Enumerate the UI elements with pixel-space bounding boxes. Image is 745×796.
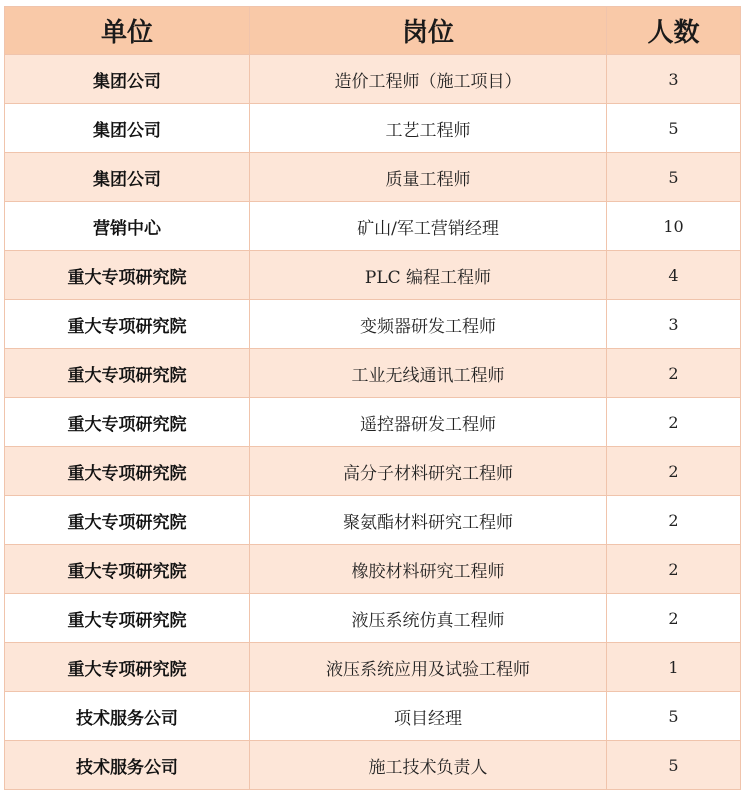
position-cell: 矿山/军工营销经理 bbox=[250, 202, 607, 251]
unit-cell: 重大专项研究院 bbox=[5, 447, 250, 496]
position-cell: 高分子材料研究工程师 bbox=[250, 447, 607, 496]
count-cell: 5 bbox=[607, 692, 741, 741]
unit-cell: 营销中心 bbox=[5, 202, 250, 251]
header-row bbox=[5, 7, 741, 55]
header-position: 岗位 bbox=[250, 7, 607, 55]
table-row bbox=[5, 643, 741, 692]
position-cell: 液压系统应用及试验工程师 bbox=[250, 643, 607, 692]
count-cell: 4 bbox=[607, 251, 741, 300]
table-row bbox=[5, 594, 741, 643]
table-row bbox=[5, 251, 741, 300]
position-cell: 遥控器研发工程师 bbox=[250, 398, 607, 447]
recruitment-table bbox=[4, 6, 741, 790]
unit-cell: 重大专项研究院 bbox=[5, 643, 250, 692]
table-row bbox=[5, 741, 741, 790]
unit-cell: 重大专项研究院 bbox=[5, 594, 250, 643]
header-unit: 单位 bbox=[5, 7, 250, 55]
position-cell: 液压系统仿真工程师 bbox=[250, 594, 607, 643]
table-row bbox=[5, 692, 741, 741]
position-cell: PLC 编程工程师 bbox=[250, 251, 607, 300]
unit-cell: 重大专项研究院 bbox=[5, 496, 250, 545]
count-cell: 3 bbox=[607, 55, 741, 104]
count-cell: 2 bbox=[607, 349, 741, 398]
unit-cell: 集团公司 bbox=[5, 153, 250, 202]
table-row bbox=[5, 55, 741, 104]
count-cell: 2 bbox=[607, 447, 741, 496]
count-cell: 5 bbox=[607, 741, 741, 790]
count-cell: 5 bbox=[607, 104, 741, 153]
table-row bbox=[5, 104, 741, 153]
position-cell: 变频器研发工程师 bbox=[250, 300, 607, 349]
unit-cell: 重大专项研究院 bbox=[5, 398, 250, 447]
table-row bbox=[5, 300, 741, 349]
table-header bbox=[5, 7, 741, 55]
table-row bbox=[5, 398, 741, 447]
unit-cell: 重大专项研究院 bbox=[5, 349, 250, 398]
unit-cell: 集团公司 bbox=[5, 104, 250, 153]
position-cell: 质量工程师 bbox=[250, 153, 607, 202]
unit-cell: 重大专项研究院 bbox=[5, 545, 250, 594]
table-row bbox=[5, 153, 741, 202]
position-cell: 工艺工程师 bbox=[250, 104, 607, 153]
table-body bbox=[5, 55, 741, 790]
count-cell: 10 bbox=[607, 202, 741, 251]
unit-cell: 重大专项研究院 bbox=[5, 300, 250, 349]
count-cell: 1 bbox=[607, 643, 741, 692]
table-row bbox=[5, 496, 741, 545]
table-row bbox=[5, 447, 741, 496]
table-row bbox=[5, 349, 741, 398]
count-cell: 2 bbox=[607, 545, 741, 594]
position-cell: 项目经理 bbox=[250, 692, 607, 741]
position-cell: 橡胶材料研究工程师 bbox=[250, 545, 607, 594]
header-count: 人数 bbox=[607, 7, 741, 55]
count-cell: 5 bbox=[607, 153, 741, 202]
table-row bbox=[5, 202, 741, 251]
position-cell: 聚氨酯材料研究工程师 bbox=[250, 496, 607, 545]
count-cell: 2 bbox=[607, 496, 741, 545]
unit-cell: 集团公司 bbox=[5, 55, 250, 104]
unit-cell: 技术服务公司 bbox=[5, 741, 250, 790]
unit-cell: 技术服务公司 bbox=[5, 692, 250, 741]
count-cell: 2 bbox=[607, 594, 741, 643]
position-cell: 施工技术负责人 bbox=[250, 741, 607, 790]
unit-cell: 重大专项研究院 bbox=[5, 251, 250, 300]
count-cell: 2 bbox=[607, 398, 741, 447]
position-cell: 造价工程师（施工项目） bbox=[250, 55, 607, 104]
count-cell: 3 bbox=[607, 300, 741, 349]
table-row bbox=[5, 545, 741, 594]
position-cell: 工业无线通讯工程师 bbox=[250, 349, 607, 398]
